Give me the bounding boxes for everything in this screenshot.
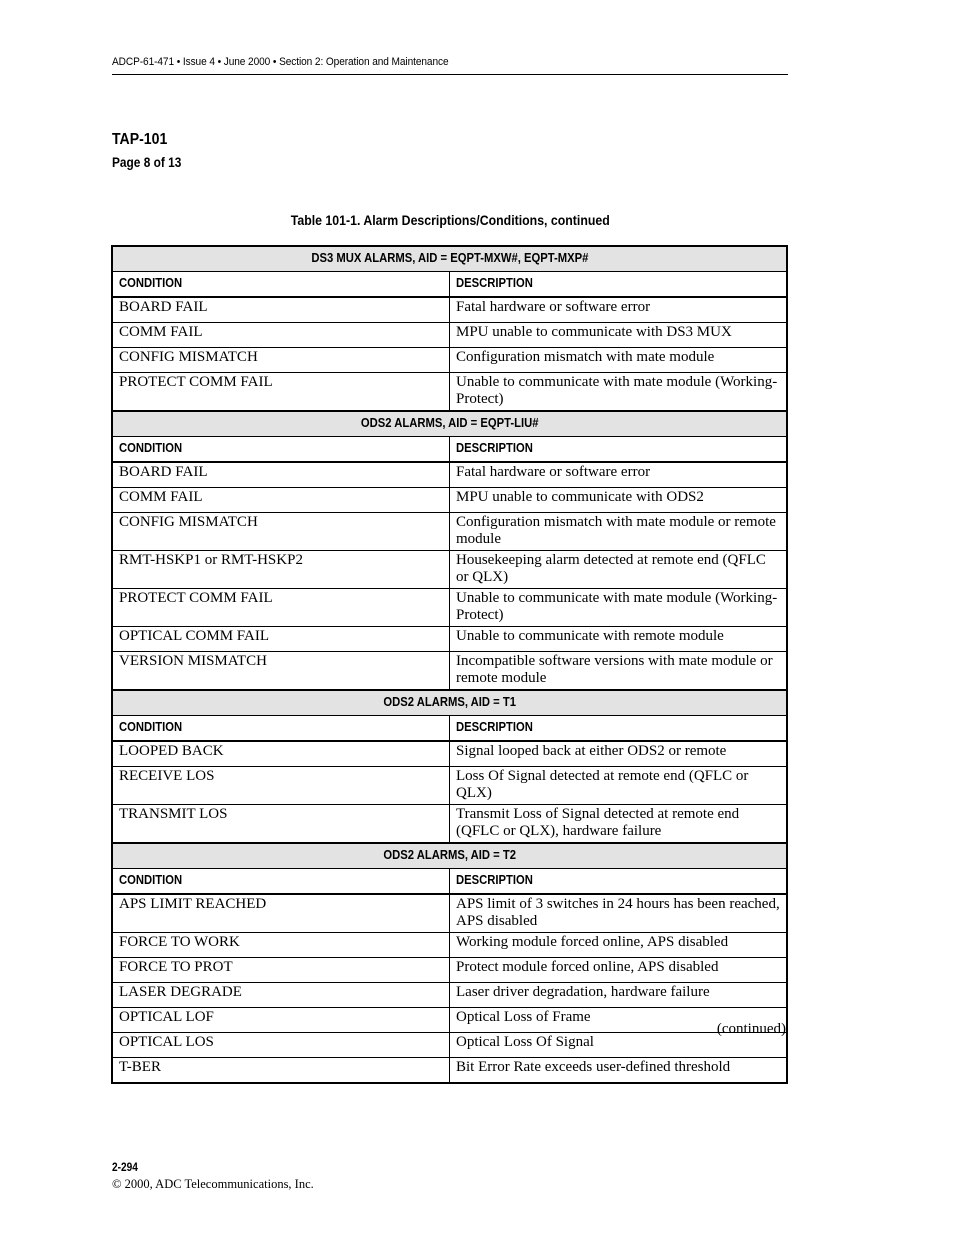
table-row [112, 323, 787, 348]
section-title: ODS2 ALARMS, AID = T2 [383, 848, 516, 862]
section-header-row [112, 246, 787, 272]
table-row [112, 589, 787, 627]
description-cell: Unable to communicate with mate module (Working-Protect) [450, 589, 788, 627]
table-row [112, 297, 787, 323]
description-cell: MPU unable to communicate with ODS2 [450, 488, 788, 513]
table-row [112, 652, 787, 691]
condition-column-header-cell [112, 716, 450, 742]
running-head: ADCP-61-471 • Issue 4 • June 2000 • Section 2: Operation and Maintenance [112, 56, 449, 68]
condition-cell: FORCE TO PROT [112, 958, 450, 983]
description-column-header: DESCRIPTION [456, 720, 533, 734]
description-cell: Optical Loss Of Signal [450, 1033, 788, 1058]
table-row [112, 741, 787, 767]
description-column-header-cell [450, 716, 788, 742]
condition-cell: BOARD FAIL [112, 297, 450, 323]
condition-column-header-cell [112, 869, 450, 895]
alarm-table-body [112, 246, 787, 1083]
condition-column-header: CONDITION [119, 720, 183, 734]
description-column-header: DESCRIPTION [456, 276, 533, 290]
condition-cell: COMM FAIL [112, 488, 450, 513]
condition-cell: COMM FAIL [112, 323, 450, 348]
condition-cell: T-BER [112, 1058, 450, 1084]
condition-cell: OPTICAL LOF [112, 1008, 450, 1033]
condition-cell: LOOPED BACK [112, 741, 450, 767]
description-cell: Configuration mismatch with mate module or remote module [450, 513, 788, 551]
description-cell: Transmit Loss of Signal detected at remote end (QFLC or QLX), hardware failure [450, 805, 788, 844]
table-row [112, 983, 787, 1008]
column-header-row [112, 716, 787, 742]
description-cell: Optical Loss of Frame [450, 1008, 788, 1033]
description-column-header-cell [450, 272, 788, 298]
section-title-cell [112, 843, 787, 869]
section-header-row [112, 690, 787, 716]
section-title: DS3 MUX ALARMS, AID = EQPT-MXW#, EQPT-MXP# [310, 251, 589, 265]
table-row [112, 767, 787, 805]
table-caption-text: Table 101-1. Alarm Descriptions/Conditions, continued [290, 212, 610, 228]
table-row [112, 933, 787, 958]
condition-cell: LASER DEGRADE [112, 983, 450, 1008]
condition-cell: PROTECT COMM FAIL [112, 589, 450, 627]
header-rule [112, 74, 788, 75]
doc-title: TAP-101 [112, 131, 168, 148]
footer-page-number: 2-294 [112, 1162, 138, 1174]
page-info: Page 8 of 13 [112, 155, 182, 170]
table-row [112, 1058, 787, 1084]
description-cell: Unable to communicate with remote module [450, 627, 788, 652]
description-column-header: DESCRIPTION [456, 441, 533, 455]
condition-column-header: CONDITION [119, 441, 183, 455]
description-cell: Working module forced online, APS disabled [450, 933, 788, 958]
description-column-header-cell [450, 869, 788, 895]
table-row [112, 805, 787, 844]
condition-cell: FORCE TO WORK [112, 933, 450, 958]
description-cell: Fatal hardware or software error [450, 297, 788, 323]
condition-cell: OPTICAL LOS [112, 1033, 450, 1058]
table-row [112, 894, 787, 933]
table-row [112, 513, 787, 551]
continued-note: (continued) [716, 1021, 786, 1037]
description-cell: Incompatible software versions with mate module or remote module [450, 652, 788, 691]
condition-cell: OPTICAL COMM FAIL [112, 627, 450, 652]
footer-copyright: © 2000, ADC Telecommunications, Inc. [112, 1177, 314, 1191]
condition-cell: CONFIG MISMATCH [112, 513, 450, 551]
condition-cell: TRANSMIT LOS [112, 805, 450, 844]
table-row [112, 488, 787, 513]
description-cell: Configuration mismatch with mate module [450, 348, 788, 373]
description-cell: Protect module forced online, APS disabled [450, 958, 788, 983]
column-header-row [112, 869, 787, 895]
table-row [112, 627, 787, 652]
condition-column-header-cell [112, 437, 450, 463]
description-cell: Loss Of Signal detected at remote end (QFLC or QLX) [450, 767, 788, 805]
condition-cell: VERSION MISMATCH [112, 652, 450, 691]
section-title: ODS2 ALARMS, AID = T1 [383, 695, 516, 709]
condition-cell: RMT-HSKP1 or RMT-HSKP2 [112, 551, 450, 589]
description-cell: APS limit of 3 switches in 24 hours has been reached, APS disabled [450, 894, 788, 933]
description-cell: MPU unable to communicate with DS3 MUX [450, 323, 788, 348]
section-title-cell [112, 246, 787, 272]
section-header-row [112, 411, 787, 437]
description-cell: Laser driver degradation, hardware failure [450, 983, 788, 1008]
description-cell: Housekeeping alarm detected at remote end (QFLC or QLX) [450, 551, 788, 589]
table-row [112, 373, 787, 412]
section-title-cell [112, 690, 787, 716]
condition-column-header: CONDITION [119, 873, 183, 887]
section-title: ODS2 ALARMS, AID = EQPT-LIU# [360, 416, 539, 430]
condition-cell: APS LIMIT REACHED [112, 894, 450, 933]
condition-cell: PROTECT COMM FAIL [112, 373, 450, 412]
description-cell: Unable to communicate with mate module (Working-Protect) [450, 373, 788, 412]
condition-column-header-cell [112, 272, 450, 298]
section-title-cell [112, 411, 787, 437]
table-row [112, 958, 787, 983]
description-cell: Fatal hardware or software error [450, 462, 788, 488]
condition-column-header: CONDITION [119, 276, 183, 290]
description-cell: Signal looped back at either ODS2 or remote [450, 741, 788, 767]
section-header-row [112, 843, 787, 869]
column-header-row [112, 272, 787, 298]
alarm-table [111, 245, 788, 1084]
condition-cell: RECEIVE LOS [112, 767, 450, 805]
table-row [112, 348, 787, 373]
condition-cell: BOARD FAIL [112, 462, 450, 488]
table-row [112, 551, 787, 589]
description-cell: Bit Error Rate exceeds user-defined threshold [450, 1058, 788, 1084]
description-column-header: DESCRIPTION [456, 873, 533, 887]
description-column-header-cell [450, 437, 788, 463]
column-header-row [112, 437, 787, 463]
table-caption [112, 212, 788, 228]
table-row [112, 462, 787, 488]
condition-cell: CONFIG MISMATCH [112, 348, 450, 373]
